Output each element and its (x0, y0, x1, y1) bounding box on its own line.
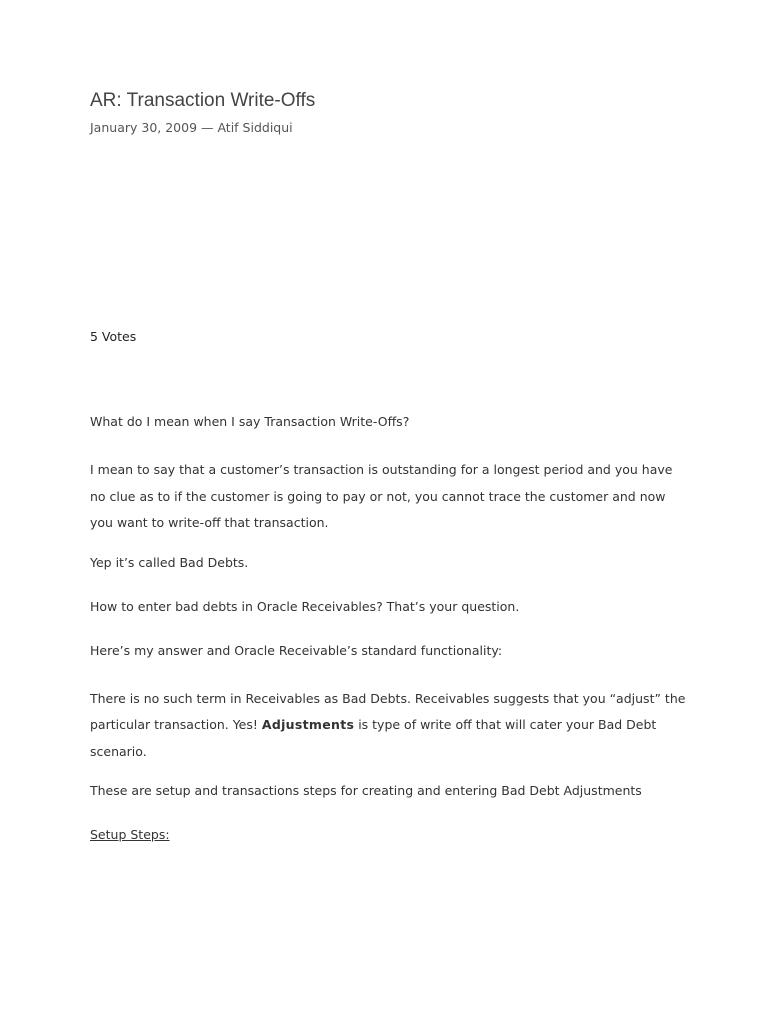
paragraph-answer-intro: Here’s my answer and Oracle Receivable’s standard functionality: (90, 642, 503, 658)
adjustments-text-before: There is no such term in Receivables as Bad Debts. Receivables suggests that you “adjust” the particular transaction. Yes! (90, 690, 686, 732)
paragraph-question: How to enter bad debts in Oracle Receivables? That’s your question. (90, 598, 520, 614)
article-byline: January 30, 2009 — Atif Siddiqui (90, 120, 293, 135)
adjustments-term: Adjustments (261, 717, 355, 732)
setup-steps-heading: Setup Steps: (90, 827, 170, 842)
paragraph-intro-question: What do I mean when I say Transaction Write-Offs? (90, 414, 410, 429)
paragraph-setup-intro: These are setup and transactions steps for creating and entering Bad Debt Adjustments (90, 783, 642, 798)
rating-votes[interactable]: 5 Votes (90, 329, 137, 344)
article-body (90, 413, 690, 870)
adjustments-text-after: is type of write off that will cater your Bad Debt scenario. (90, 717, 657, 759)
paragraph-explanation: I mean to say that a customer’s transaction is outstanding for a longest period and you have no clue as to if the customer is going to pay or not, you cannot trace the customer and now you want to write-off that transaction. (90, 462, 673, 530)
paragraph-bad-debts: Yep it’s called Bad Debts. (90, 554, 249, 570)
paragraph-adjustments (90, 686, 690, 766)
article-title: AR: Transaction Write-Offs (90, 90, 316, 111)
